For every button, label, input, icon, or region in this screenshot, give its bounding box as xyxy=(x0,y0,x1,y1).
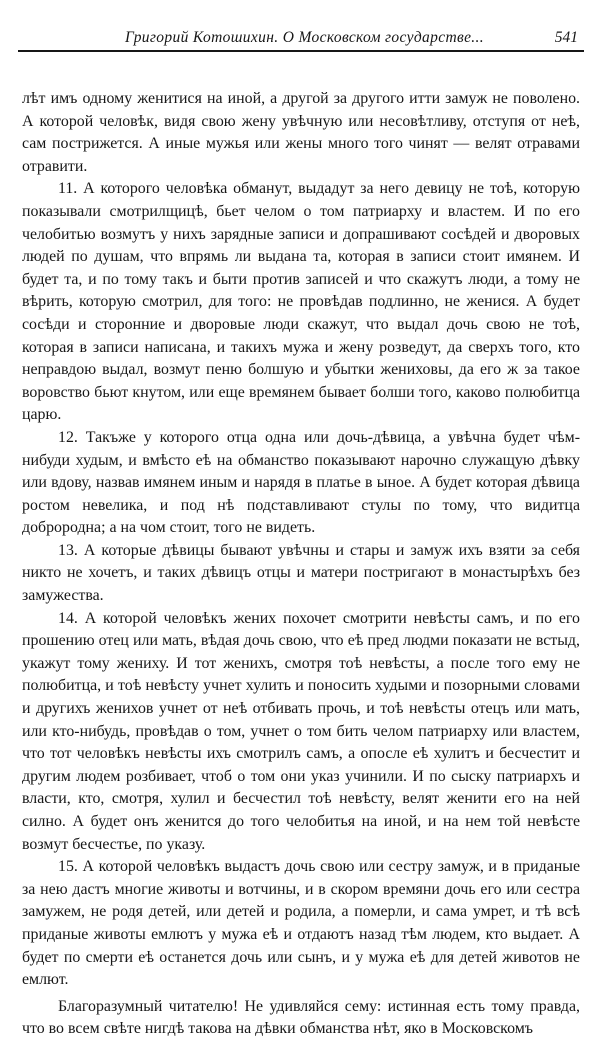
paragraph-15: 15. А которой человѣкъ выдастъ дочь свою или сестру замуж, и в приданые за нею дастъ многие животы и вотчины, и в скором времяни дочь его или сестра замужем, не родя детей, или детей и родила, а померли, и сама умрет, и тѣ всѣ приданые животы емлютъ у мужа еѣ и отдаютъ назад тѣм людем, кто выдает. А будет по смерти еѣ останется дочь или сынъ, и у мужа еѣ для детей животов не емлют. xyxy=(22,858,580,989)
paragraph-11: 11. А которого человѣка обманут, выдадут за него девицу не тоѣ, которую показывали смотрилщицѣ, бьет челом о том патриарху и властем. И по его челобитью возмутъ у нихъ зарядные записи и допрашивают сосѣдей и дворовых людей по душам, что впрямь ли выдана та, которая в записи стоит имянем. И будет та, и по тому такъ и быти против записей и что скажутъ люди, а тому не вѣрить, которую смотрил, для того: не провѣдав подлинно, не женися. А будет сосѣди и сторонние и дворовые люди скажут, что выдал дочь свою не тоѣ, которая в записи написана, и такихъ мужа и жену розведут, да сверхъ того, кто неправдою выдал, возмут пеню болшую и убытки жениховы, да его ж за такое воровство бьют кнутом, или еще времянем бывает болши того, каково полюбитца царю. xyxy=(22,180,580,424)
running-title: Григорий Котошихин. О Московском государстве... xyxy=(124,29,484,46)
paragraph-reader-address: Благоразумный читателю! Не удивляйся сему: истинная есть тому правда, что во всем свѣте нигдѣ такова на дѣвки обманства нѣт, яко в Московскомъ xyxy=(22,997,580,1038)
page-number: 541 xyxy=(554,29,578,46)
paragraph-12: 12. Такъже у которого отца одна или дочь-дѣвица, а увѣчна будет чѣм-нибуди худым, и вмѣсто еѣ на обманство показывают нарочно служащую дѣвку или вдову, назвав имянем иным и нарядя в платье в ыное. А будет которая дѣвица ростом невелика, и под нѣ подставливают стулы по тому, что видитца добророднa; а на чом стоит, того не видеть. xyxy=(22,428,580,537)
body-text xyxy=(22,88,580,1041)
running-header xyxy=(18,26,584,52)
paragraph-continuation: лѣт имъ одному женитися на иной, а другой за другого итти замуж не поволено. А которой человѣк, видя свою жену увѣчную или несовѣтливу, отступя от неѣ, сам пострижется. А иные мужья или жены много того чинят — велят отравами отравити. xyxy=(22,90,580,175)
paragraph-13: 13. А которые дѣвицы бывают увѣчны и стары и замуж ихъ взяти за себя никто не хочетъ, и таких дѣвицъ отцы и матери постригают в монастырѣхъ без замужества. xyxy=(22,541,580,605)
paragraph-14: 14. А которой человѣкъ жених похочет смотрити невѣсты самъ, и по его прошению отец или мать, вѣдая дочь свою, что еѣ пред людми показати не встыд, укажут тому жениху. И тот женихъ, смотря тоѣ невѣсты, а после того ему не полюбитца, и тоѣ невѣсту учнет хулить и поносить худыми и позорными словами и другихъ женихов учнет от неѣ отбивать прочь, и тоѣ невѣсты отецъ или мать, или кто-нибудь, провѣдав о том, учнет о том бить челом патриарху или властем, что тот человѣкъ невѣсты ихъ смотрилъ самъ, а опосле еѣ хулитъ и бесчестит и другим людем розбивает, чтоб о том они указ учинили. И по сыску патриархъ и власти, кто, смотря, хулил и бесчестил тоѣ невѣсту, велят женити его на ней силно. А будет онъ женится до того челобитья на иной, и на нем той невѣсте возмут бесчестье, по указу. xyxy=(22,609,580,853)
